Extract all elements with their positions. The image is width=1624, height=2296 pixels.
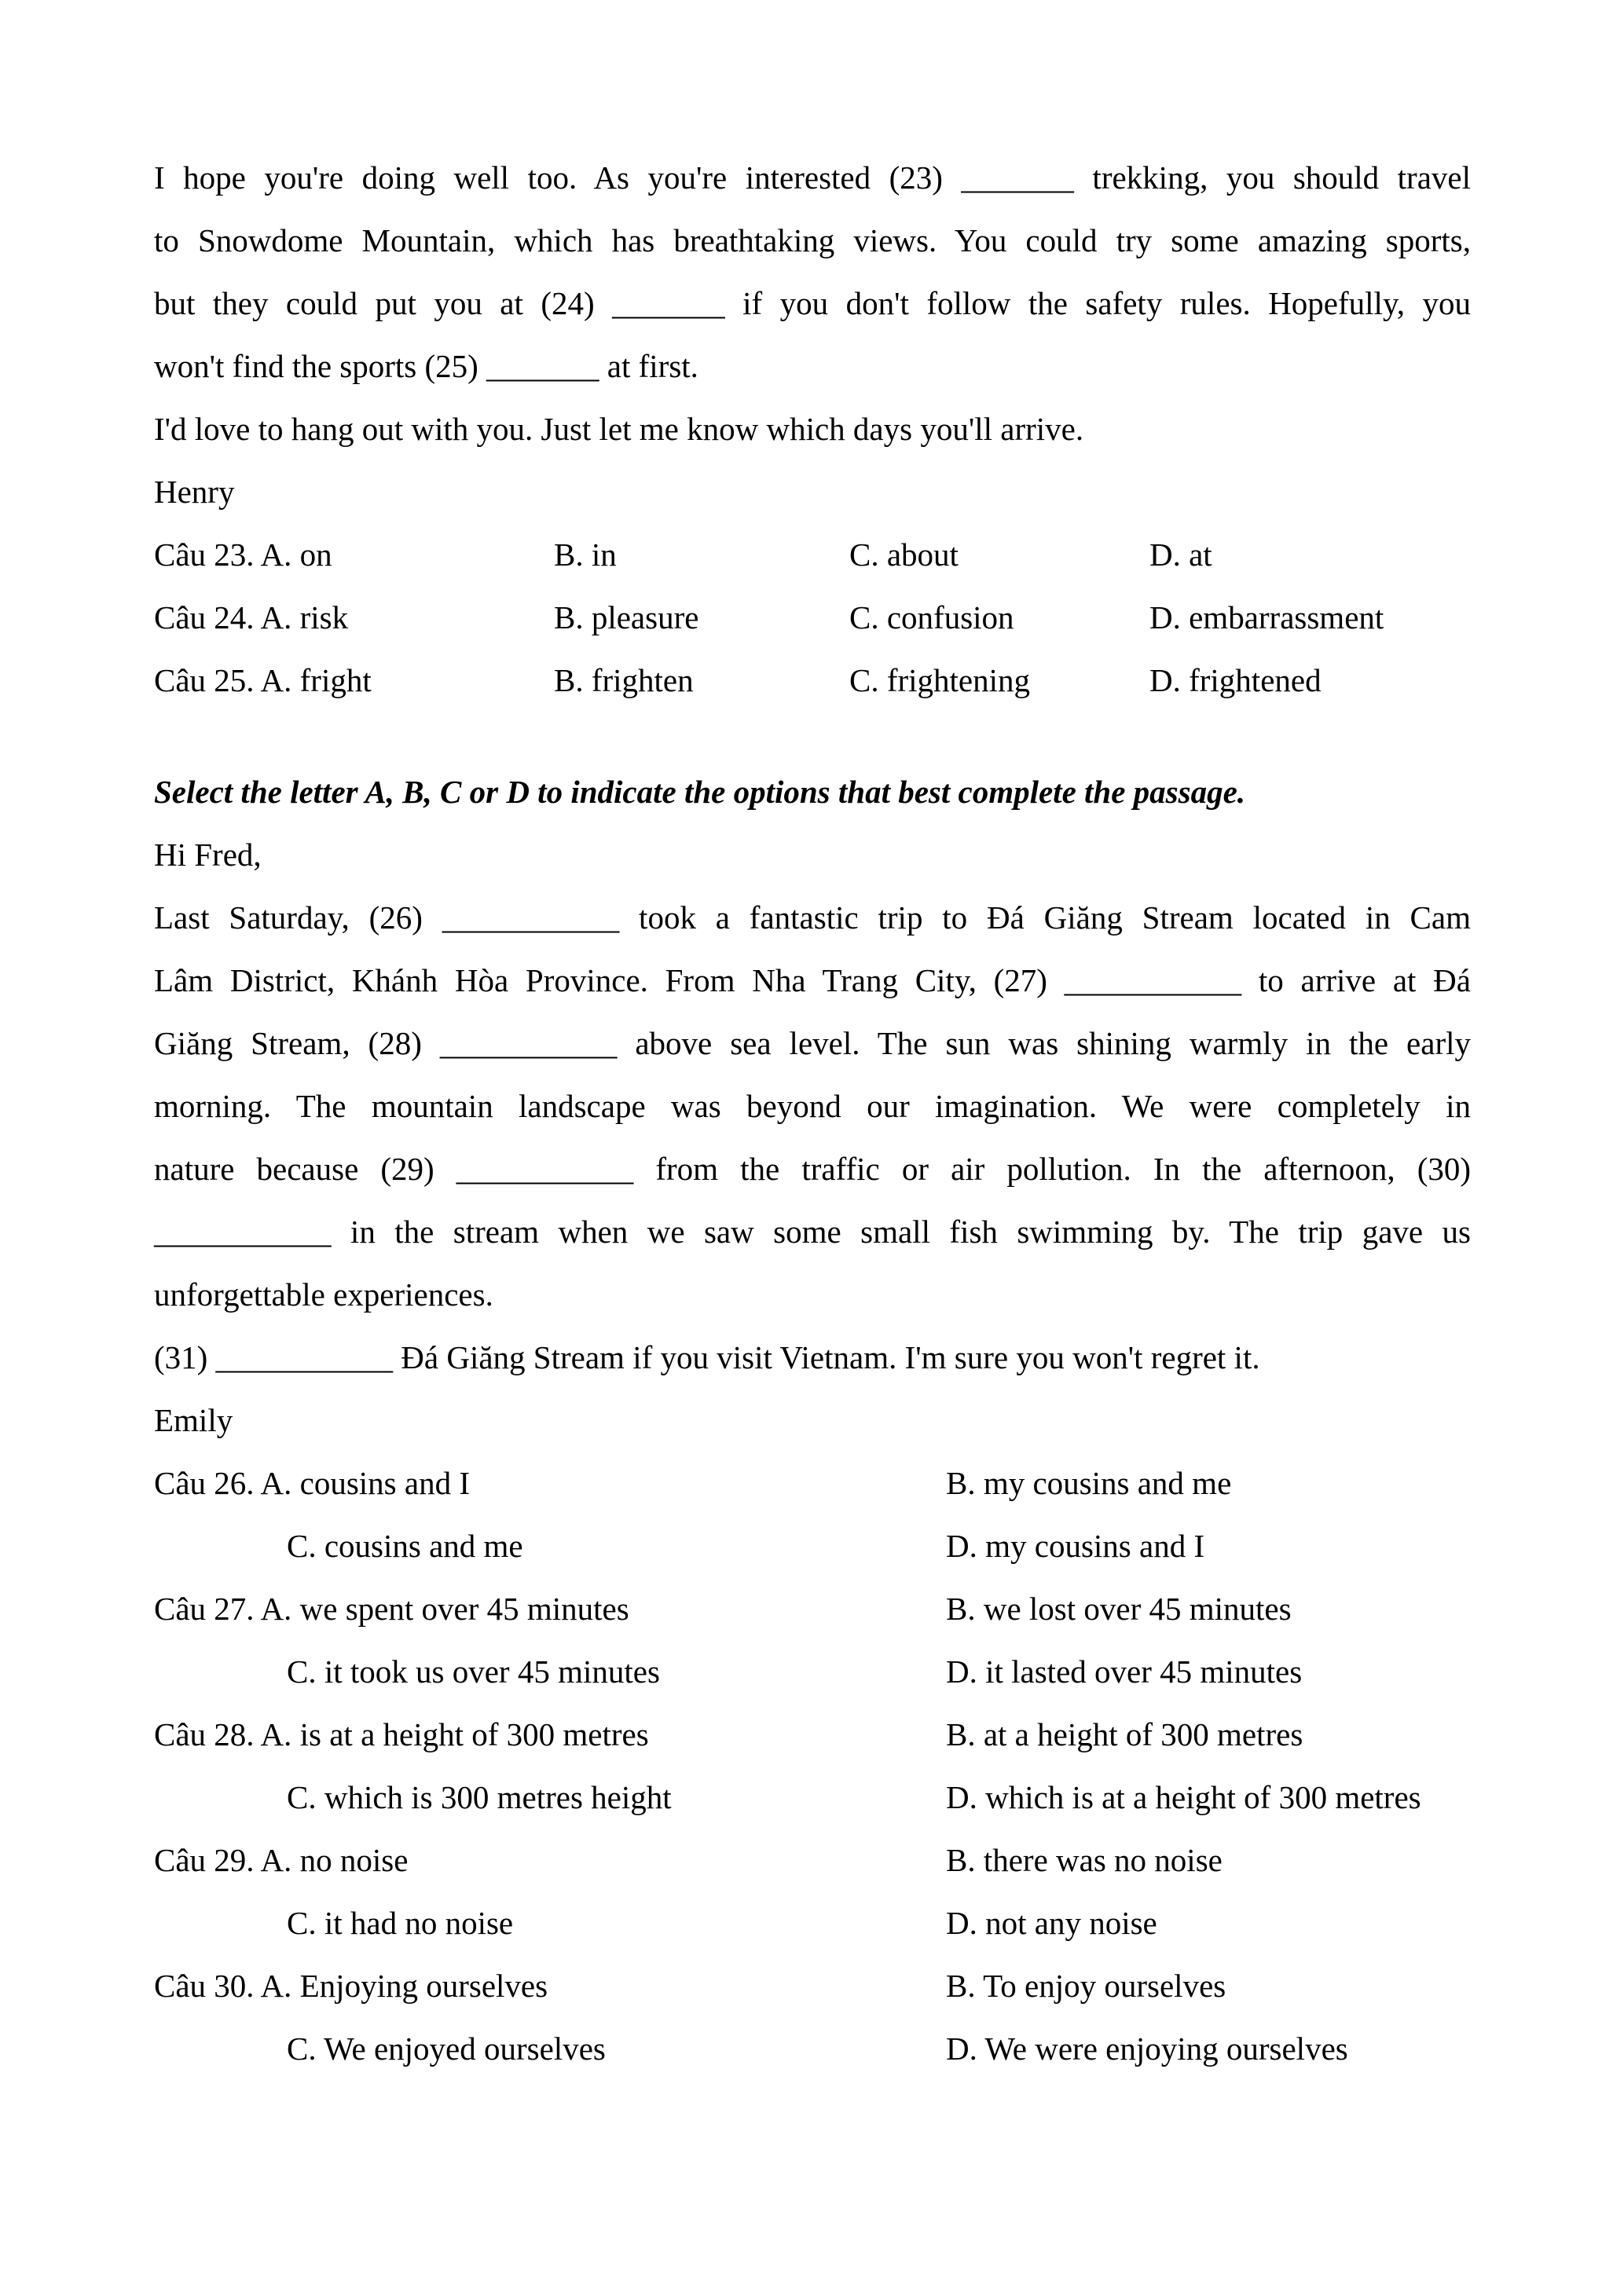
passage2-line: Last Saturday, (26) ___________ took a fantastic trip to Đá Giăng Stream located in Cam xyxy=(154,899,1471,936)
question-label-and-option-a: Câu 28. A. is at a height of 300 metres xyxy=(154,1716,649,1752)
question-row-28-ab xyxy=(154,1703,1471,1766)
question-label-and-option-a: Câu 24. A. risk xyxy=(154,599,349,635)
option-b: B. in xyxy=(554,536,617,573)
passage1-signature: Henry xyxy=(154,474,235,510)
question-row-29-ab xyxy=(154,1829,1471,1891)
passage2-line: Giăng Stream, (28) ___________ above sea level. The sun was shining warmly in the early xyxy=(154,1025,1471,1061)
option-b: B. at a height of 300 metres xyxy=(946,1716,1303,1752)
question-label-and-option-a: Câu 23. A. on xyxy=(154,536,332,573)
passage2-line: unforgettable experiences. xyxy=(154,1276,493,1313)
section-gap xyxy=(154,712,1471,760)
option-b: B. my cousins and me xyxy=(946,1465,1232,1501)
question-label-and-option-a: Câu 26. A. cousins and I xyxy=(154,1465,470,1501)
passage1-line: but they could put you at (24) _______ if you don't follow the safety rules. Hopefully, you xyxy=(154,285,1471,321)
question-row-27-ab xyxy=(154,1577,1471,1640)
question-row-30-cd xyxy=(154,2017,1471,2080)
option-c: C. it had no noise xyxy=(287,1905,514,1941)
question-row-28-cd xyxy=(154,1766,1471,1829)
option-d: D. We were enjoying ourselves xyxy=(946,2031,1348,2067)
option-b: B. there was no noise xyxy=(946,1842,1223,1878)
passage2-line: ___________ in the stream when we saw some small fish swimming by. The trip gave us xyxy=(154,1214,1471,1250)
option-c: C. it took us over 45 minutes xyxy=(287,1653,660,1690)
question-row-23 xyxy=(154,523,1471,586)
option-c: C. about xyxy=(849,536,959,573)
question-row-26-cd xyxy=(154,1514,1471,1577)
question-label-and-option-a: Câu 27. A. we spent over 45 minutes xyxy=(154,1591,629,1627)
option-d: D. which is at a height of 300 metres xyxy=(946,1779,1421,1815)
passage1-line: to Snowdome Mountain, which has breathtaking views. You could try some amazing sports, xyxy=(154,222,1471,258)
option-c: C. cousins and me xyxy=(287,1528,523,1564)
option-b: B. we lost over 45 minutes xyxy=(946,1591,1292,1627)
passage2-greeting: Hi Fred, xyxy=(154,837,262,873)
option-d: D. frightened xyxy=(1149,662,1322,698)
question-label-and-option-a: Câu 30. A. Enjoying ourselves xyxy=(154,1968,548,2004)
exam-content xyxy=(154,146,1471,2080)
question-row-26-ab xyxy=(154,1452,1471,1514)
question-row-24 xyxy=(154,586,1471,649)
option-c: C. We enjoyed ourselves xyxy=(287,2031,606,2067)
option-d: D. not any noise xyxy=(946,1905,1157,1941)
option-b: B. To enjoy ourselves xyxy=(946,1968,1226,2004)
question-label-and-option-a: Câu 29. A. no noise xyxy=(154,1842,409,1878)
option-b: B. pleasure xyxy=(554,599,699,635)
option-d: D. it lasted over 45 minutes xyxy=(946,1653,1303,1690)
passage1-line: I hope you're doing well too. As you're interested (23) _______ trekking, you should travel xyxy=(154,159,1471,196)
question-row-25 xyxy=(154,649,1471,712)
passage2-line: morning. The mountain landscape was beyond our imagination. We were completely in xyxy=(154,1088,1471,1124)
passage2-signature: Emily xyxy=(154,1402,233,1438)
option-b: B. frighten xyxy=(554,662,694,698)
section-instruction: Select the letter A, B, C or D to indicate the options that best complete the passage. xyxy=(154,774,1246,810)
option-d: D. my cousins and I xyxy=(946,1528,1205,1564)
passage1-line: won't find the sports (25) _______ at first. xyxy=(154,348,698,384)
passage2-recommend-line: (31) ___________ Đá Giăng Stream if you visit Vietnam. I'm sure you won't regret it. xyxy=(154,1339,1260,1375)
option-c: C. frightening xyxy=(849,662,1031,698)
option-c: C. confusion xyxy=(849,599,1014,635)
question-row-27-cd xyxy=(154,1640,1471,1703)
question-label-and-option-a: Câu 25. A. fright xyxy=(154,662,372,698)
question-row-29-cd xyxy=(154,1891,1471,1954)
passage2-line: Lâm District, Khánh Hòa Province. From Nha Trang City, (27) ___________ to arrive at Đá xyxy=(154,962,1471,998)
option-c: C. which is 300 metres height xyxy=(287,1779,672,1815)
passage1-closing-line: I'd love to hang out with you. Just let me know which days you'll arrive. xyxy=(154,411,1084,447)
option-d: D. embarrassment xyxy=(1149,599,1384,635)
option-d: D. at xyxy=(1149,536,1212,573)
passage2-line: nature because (29) ___________ from the traffic or air pollution. In the afternoon, (30) xyxy=(154,1151,1471,1187)
question-row-30-ab xyxy=(154,1954,1471,2017)
